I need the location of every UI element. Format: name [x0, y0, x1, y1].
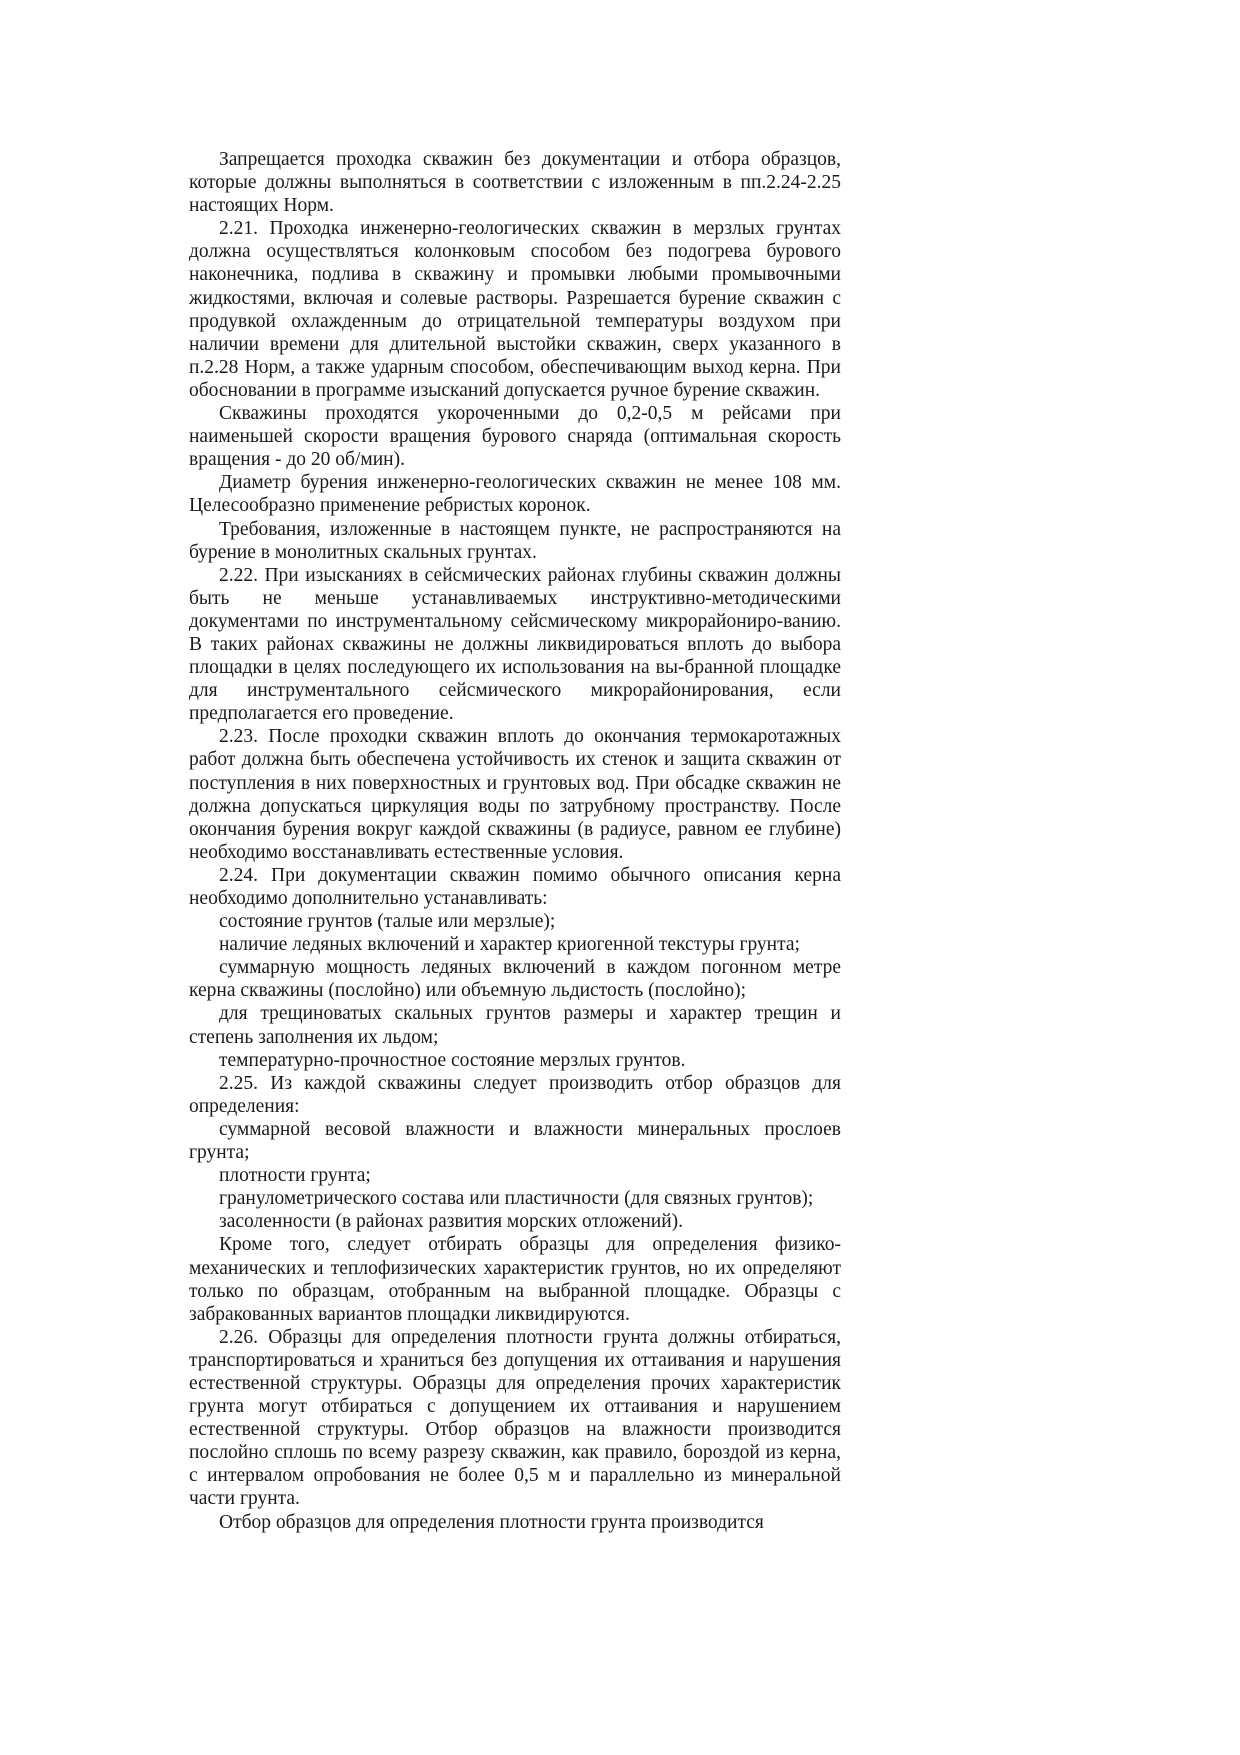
list-item-density: плотности грунта;: [219, 1165, 371, 1187]
paragraph-density-sampling: Отбор образцов для определения плотности грунта производится: [219, 1511, 764, 1533]
paragraph-2-26: 2.26. Образцы для определения плотности грунта должны отбираться, транспортироваться и храниться без допущения их оттаивания и нарушения естественной структуры. Образцы для определения прочих характеристик грунта могут отбираться с допущением их оттаивания и нарушением естественной структуры. Отбор образцов на влажности производится послойно сплошь по всему разрезу скважин, как правило, бороздой из керна, с интервалом опробования не более 0,5 м и параллельно из минеральной части грунта.: [189, 1326, 841, 1510]
list-item-granulometry: гранулометрического состава или пластичности (для связных грунтов);: [219, 1188, 814, 1210]
paragraph-intro: Запрещается проходка скважин без документации и отбора образцов, которые должны выполняться в соответствии с изложенным в пп.2.24-2.25 настоящих Норм.: [189, 149, 841, 217]
list-item-soil-state: состояние грунтов (талые или мерзлые);: [219, 911, 556, 933]
paragraph-2-22: 2.22. При изысканиях в сейсмических районах глубины скважин должны быть не меньше устанавливаемых инструктивно-методическими документами по инструментальному сейсмическому микрорайониро-ванию. В таких районах скважины не должны ликвидироваться вплоть до выбора площадки в целях последующего их использования на вы-бранной площадке для инструментального сейсмического микрорайонирования, если предполагается его проведение.: [189, 564, 841, 725]
list-item-fractured-rock: для трещиноватых скальных грунтов размеры и характер трещин и степень заполнения их льдом;: [189, 1003, 841, 1048]
paragraph-2-25: 2.25. Из каждой скважины следует производить отбор образцов для определения:: [189, 1072, 841, 1117]
list-item-ice-inclusions: наличие ледяных включений и характер криогенной текстуры грунта;: [219, 934, 800, 956]
paragraph-2-21-rates: Скважины проходятся укороченными до 0,2-0,5 м рейсами при наименьшей скорости вращения бурового снаряда (оптимальная скорость вращения - до 20 об/мин).: [189, 403, 841, 471]
paragraph-2-21: 2.21. Проходка инженерно-геологических скважин в мерзлых грунтах должна осуществляться колонковым способом без подогрева бурового наконечника, подлива в скважину и промывки любыми промывочными жидкостями, включая и солевые растворы. Разрешается бурение скважин с продувкой охлажденным до отрицательной температуры воздухом при наличии времени для длительной выстойки скважин, сверх указанного в п.2.28 Норм, а также ударным способом, обеспечивающим выход керна. При обосновании в программе изысканий допускается ручное бурение скважин.: [189, 218, 841, 401]
list-item-ice-thickness: суммарную мощность ледяных включений в каждом погонном метре керна скважины (послойно) или объемную льдистость (послойно);: [189, 957, 841, 1002]
paragraph-2-24: 2.24. При документации скважин помимо обычного описания керна необходимо дополнительно устанавливать:: [189, 864, 841, 909]
paragraph-2-21-requirements: Требования, изложенные в настоящем пункте, не распространяются на бурение в монолитных скальных грунтах.: [189, 518, 841, 563]
list-item-salinity: засоленности (в районах развития морских отложений).: [219, 1211, 684, 1233]
list-item-moisture: суммарной весовой влажности и влажности минеральных прослоев грунта;: [189, 1118, 841, 1164]
paragraph-2-21-diameter: Диаметр бурения инженерно-геологических скважин не менее 108 мм. Целесообразно применение ребристых коронок.: [189, 472, 841, 517]
paragraph-2-23: 2.23. После проходки скважин вплоть до окончания термокаротажных работ должна быть обеспечена устойчивость их стенок и защита скважин от поступления в них поверхностных и грунтовых вод. При обсадке скважин не должна допускаться циркуляция воды по затрубному пространству. После окончания бурения вокруг каждой скважины (в радиусе, равном ее глубине) необходимо восстанавливать естественные условия.: [189, 726, 841, 863]
document-page: [189, 148, 841, 1534]
paragraph-additional-samples: Кроме того, следует отбирать образцы для определения физико-механических и теплофизических характеристик грунтов, но их определяют только по образцам, отобранным на выбранной площадке. Образцы с забракованных вариантов площадки ликвидируются.: [189, 1234, 841, 1325]
list-item-temperature-strength: температурно-прочностное состояние мерзлых грунтов.: [219, 1049, 686, 1071]
